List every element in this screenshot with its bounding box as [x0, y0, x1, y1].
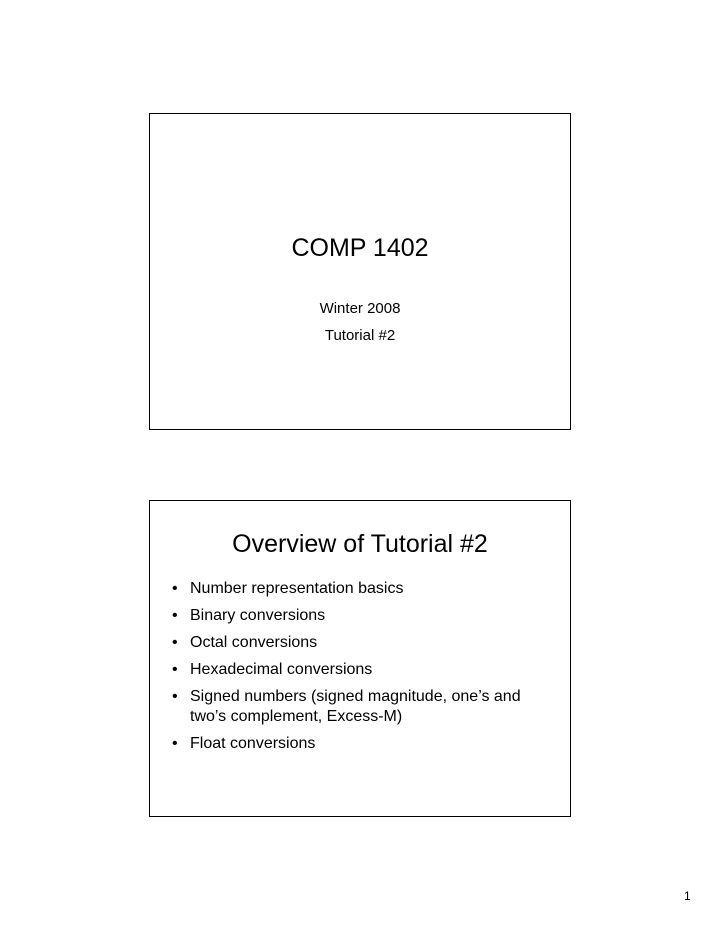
bullet-text: Binary conversions — [190, 607, 326, 624]
bullet-text: Octal conversions — [190, 634, 318, 651]
slide-1-title: COMP 1402 — [291, 234, 429, 262]
bullet-list — [172, 579, 558, 761]
bullet-item — [172, 687, 558, 727]
slide-1-subtitle-term: Winter 2008 — [319, 300, 401, 317]
slide-2-title: Overview of Tutorial #2 — [232, 530, 488, 558]
bullet-item — [172, 606, 558, 626]
bullet-dot: • — [172, 661, 178, 678]
bullet-dot: • — [172, 735, 178, 752]
bullet-dot: • — [172, 688, 178, 705]
bullet-item — [172, 633, 558, 653]
bullet-item — [172, 660, 558, 680]
bullet-text: Signed numbers (signed magnitude, one’s and two’s complement, Excess-M) — [190, 688, 521, 725]
bullet-text: Float conversions — [190, 735, 316, 752]
bullet-item — [172, 734, 558, 754]
slide-2 — [149, 500, 571, 817]
slide-1-subtitle-tutorial: Tutorial #2 — [324, 327, 396, 344]
bullet-text: Hexadecimal conversions — [190, 661, 373, 678]
slide-1 — [149, 113, 571, 430]
bullet-dot: • — [172, 607, 178, 624]
bullet-item — [172, 579, 558, 599]
bullet-text: Number representation basics — [190, 580, 404, 597]
bullet-dot: • — [172, 634, 178, 651]
bullet-dot: • — [172, 580, 178, 597]
page-number: 1 — [684, 889, 691, 903]
